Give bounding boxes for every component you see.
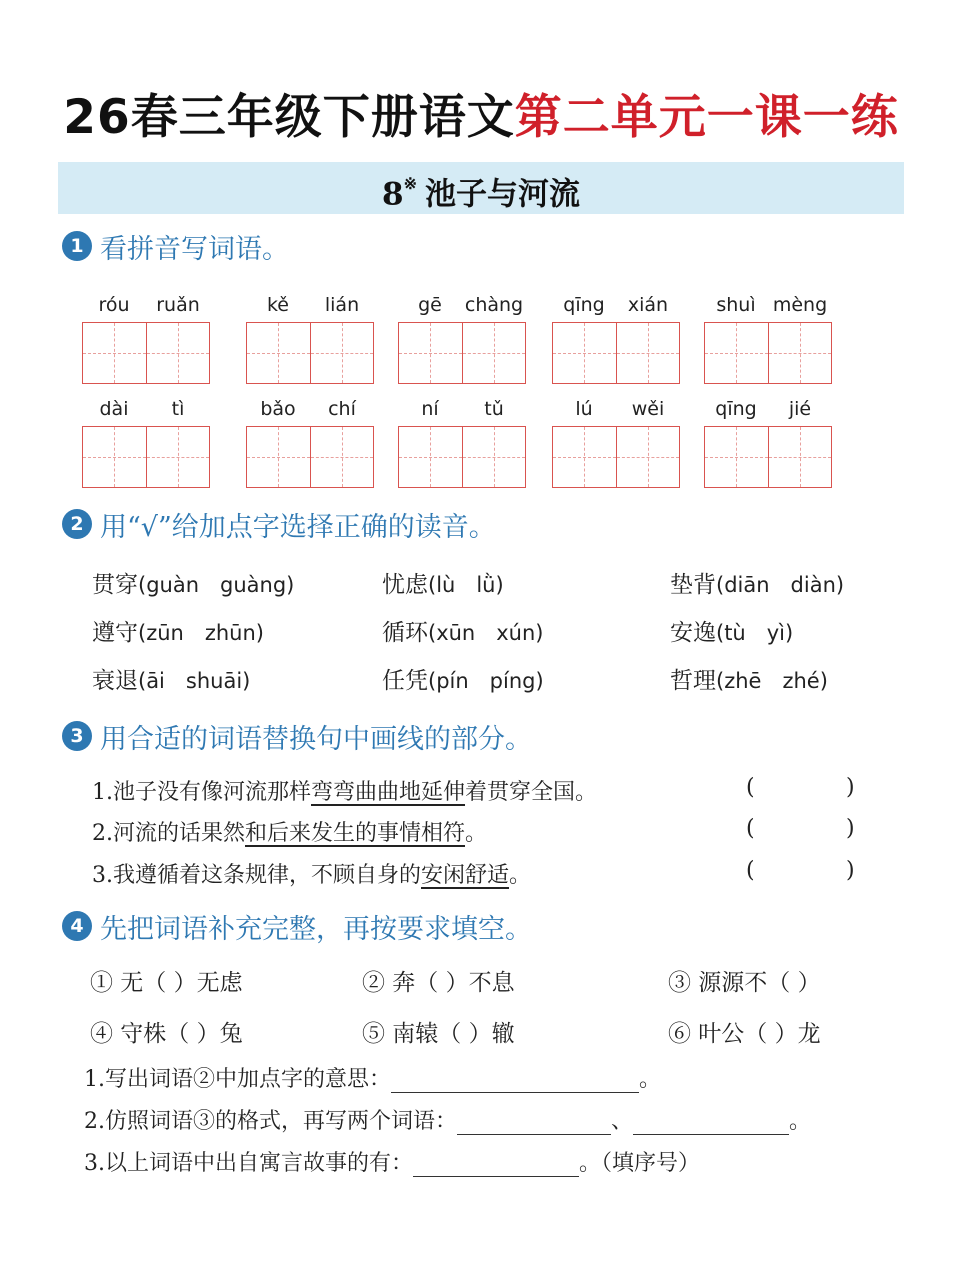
choice-word: 安逸 (670, 620, 716, 646)
writing-grid[interactable] (82, 426, 210, 488)
writing-grid-cell[interactable] (705, 323, 768, 383)
number-2-icon: 2 (62, 509, 92, 539)
writing-grid-cell[interactable] (83, 427, 146, 487)
idiom-item[interactable]: ⑥ 叶公（ ）龙 (668, 1021, 821, 1047)
section-2-title: 用“√”给加点字选择正确的读音。 (100, 511, 496, 543)
lesson-name: 池子与河流 (424, 176, 580, 213)
writing-grid-cell[interactable] (616, 427, 680, 487)
number-3-icon: 3 (62, 721, 92, 751)
pinyin-syllable: bǎo (260, 398, 296, 420)
choice-word: 任凭 (382, 668, 428, 694)
choice-word: 忧虑 (382, 572, 428, 598)
writing-grid-cell[interactable] (83, 323, 146, 383)
choice-word: 哲理 (670, 668, 716, 694)
question-2 (84, 1104, 811, 1135)
sentence-item (92, 816, 487, 847)
pronunciation-item[interactable] (382, 566, 504, 599)
sentence-item (92, 858, 531, 889)
question-3-end: 。（填序号） (579, 1151, 701, 1176)
pinyin-syllable: ní (421, 398, 439, 420)
page-title (0, 80, 962, 147)
pinyin-syllable: dài (99, 398, 129, 420)
section-3-title: 用合适的词语替换句中画线的部分。 (100, 723, 532, 755)
section-3-heading (62, 718, 532, 754)
question-1-text: 1.写出词语②中加点字的意思： (84, 1067, 391, 1092)
section-1-title: 看拼音写词语。 (100, 233, 289, 265)
choice-pinyin-options[interactable]: (āi shuāi) (138, 669, 251, 693)
choice-word: 垫背 (670, 572, 716, 598)
writing-grid-cell[interactable] (768, 427, 832, 487)
writing-grid[interactable] (82, 322, 210, 384)
idiom-item[interactable]: ① 无（ ）无虑 (90, 970, 243, 996)
writing-grid[interactable] (398, 426, 526, 488)
question-2-end: 。 (789, 1109, 812, 1134)
writing-grid-cell[interactable] (616, 323, 680, 383)
question-2-text: 2.仿照词语③的格式，再写两个词语： (84, 1109, 457, 1134)
answer-paren-close: ) (846, 775, 855, 800)
writing-grid[interactable] (552, 426, 680, 488)
writing-grid-cell[interactable] (146, 427, 210, 487)
sentence-text: 1.池子没有像河流那样 (92, 780, 311, 805)
writing-grid-cell[interactable] (399, 323, 462, 383)
choice-pinyin-options[interactable]: (zhē zhé) (716, 669, 828, 693)
question-1-end: 。 (639, 1067, 662, 1092)
pinyin-syllable: ruǎn (156, 294, 200, 316)
number-4-icon: 4 (62, 911, 92, 941)
writing-grid[interactable] (704, 426, 832, 488)
answer-blank-3[interactable] (413, 1154, 579, 1177)
writing-grid[interactable] (246, 426, 374, 488)
pronunciation-item[interactable] (382, 662, 544, 695)
writing-grid-cell[interactable] (399, 427, 462, 487)
answer-paren-open[interactable]: ( (746, 775, 755, 800)
underlined-phrase: 和后来发生的事情相符 (245, 821, 466, 846)
title-main: 26春三年级下册语文 (63, 90, 515, 145)
lesson-mark: ※ (403, 174, 417, 193)
pinyin-syllable: tì (171, 398, 185, 420)
writing-grid-cell[interactable] (768, 323, 832, 383)
writing-grid[interactable] (552, 322, 680, 384)
writing-grid-cell[interactable] (462, 427, 526, 487)
section-4-heading (62, 908, 532, 944)
pinyin-syllable: chàng (464, 294, 524, 316)
question-2-sep: 、 (611, 1109, 634, 1134)
pinyin-syllable: chí (328, 398, 356, 420)
writing-grid-cell[interactable] (310, 427, 374, 487)
pronunciation-item[interactable] (92, 614, 264, 647)
writing-grid[interactable] (704, 322, 832, 384)
underlined-phrase: 安闲舒适 (421, 863, 510, 888)
pinyin-syllable: xián (627, 294, 669, 316)
writing-grid-cell[interactable] (146, 323, 210, 383)
pinyin-syllable: mèng (772, 294, 828, 316)
choice-pinyin-options[interactable]: (zūn zhūn) (138, 621, 264, 645)
pinyin-syllable: róu (98, 294, 130, 316)
writing-grid-cell[interactable] (247, 427, 310, 487)
pronunciation-item[interactable] (92, 566, 294, 599)
pinyin-syllable: shuì (716, 294, 756, 316)
title-highlight: 第二单元一课一练 (514, 90, 899, 145)
sentence-text: 着贯穿全国。 (465, 780, 598, 805)
idiom-item[interactable]: ③ 源源不（ ） (668, 970, 821, 996)
idiom-item[interactable]: ⑤ 南辕（ ）辙 (362, 1021, 515, 1047)
choice-pinyin-options[interactable]: (diān diàn) (716, 573, 845, 597)
pinyin-syllable: jié (788, 398, 812, 420)
answer-paren-open[interactable]: ( (746, 858, 755, 883)
answer-blank-1[interactable] (391, 1070, 639, 1093)
answer-blank-2b[interactable] (633, 1112, 789, 1135)
writing-grid-cell[interactable] (462, 323, 526, 383)
sentence-text: 3.我遵循着这条规律，不顾自身的 (92, 863, 421, 888)
choice-word: 衰退 (92, 668, 138, 694)
sentence-text: 2.河流的话果然 (92, 821, 245, 846)
answer-blank-2a[interactable] (457, 1112, 611, 1135)
answer-paren-open[interactable]: ( (746, 816, 755, 841)
pinyin-syllable: wěi (631, 398, 665, 420)
lesson-number: 8 (382, 176, 404, 213)
number-1-icon: 1 (62, 231, 92, 261)
pinyin-syllable: lián (324, 294, 360, 316)
writing-grid-cell[interactable] (247, 323, 310, 383)
idiom-item[interactable]: ② 奔（ ）不息 (362, 970, 515, 996)
choice-pinyin-options[interactable]: (xūn xún) (428, 621, 544, 645)
pinyin-syllable: qīng (563, 294, 605, 316)
question-3 (84, 1146, 700, 1177)
choice-pinyin-options[interactable]: (tù yì) (716, 621, 794, 645)
pronunciation-item[interactable] (670, 614, 793, 647)
pinyin-syllable: kě (266, 294, 289, 316)
pronunciation-item[interactable] (92, 662, 250, 695)
choice-pinyin-options[interactable]: (pín píng) (428, 669, 544, 693)
pronunciation-item[interactable] (382, 614, 543, 647)
choice-word: 遵守 (92, 620, 138, 646)
pronunciation-item[interactable] (670, 566, 844, 599)
sentence-text: 。 (465, 821, 488, 846)
answer-paren-close: ) (846, 858, 855, 883)
choice-word: 循环 (382, 620, 428, 646)
pinyin-syllable: lú (575, 398, 593, 420)
section-2-heading (62, 506, 496, 542)
answer-paren-close: ) (846, 816, 855, 841)
pinyin-syllable: gē (418, 294, 442, 316)
question-3-text: 3.以上词语中出自寓言故事的有： (84, 1151, 413, 1176)
writing-grid-cell[interactable] (553, 323, 616, 383)
writing-grid-cell[interactable] (310, 323, 374, 383)
pinyin-syllable: tǔ (484, 398, 504, 420)
writing-grid[interactable] (398, 322, 526, 384)
writing-grid-cell[interactable] (553, 427, 616, 487)
pinyin-syllable: qīng (715, 398, 757, 420)
writing-grid[interactable] (246, 322, 374, 384)
underlined-phrase: 弯弯曲曲地延伸 (311, 780, 466, 805)
lesson-header (58, 162, 904, 214)
writing-grid-cell[interactable] (705, 427, 768, 487)
question-1 (84, 1062, 661, 1093)
section-1-heading (62, 228, 289, 264)
choice-word: 贯穿 (92, 572, 138, 598)
choice-pinyin-options[interactable]: (guàn guàng) (138, 573, 295, 597)
sentence-item (92, 775, 597, 806)
sentence-text: 。 (509, 863, 532, 888)
section-4-title: 先把词语补充完整，再按要求填空。 (100, 913, 532, 945)
choice-pinyin-options[interactable]: (lù lǜ) (428, 573, 504, 597)
idiom-item[interactable]: ④ 守株（ ）兔 (90, 1021, 243, 1047)
pronunciation-item[interactable] (670, 662, 828, 695)
